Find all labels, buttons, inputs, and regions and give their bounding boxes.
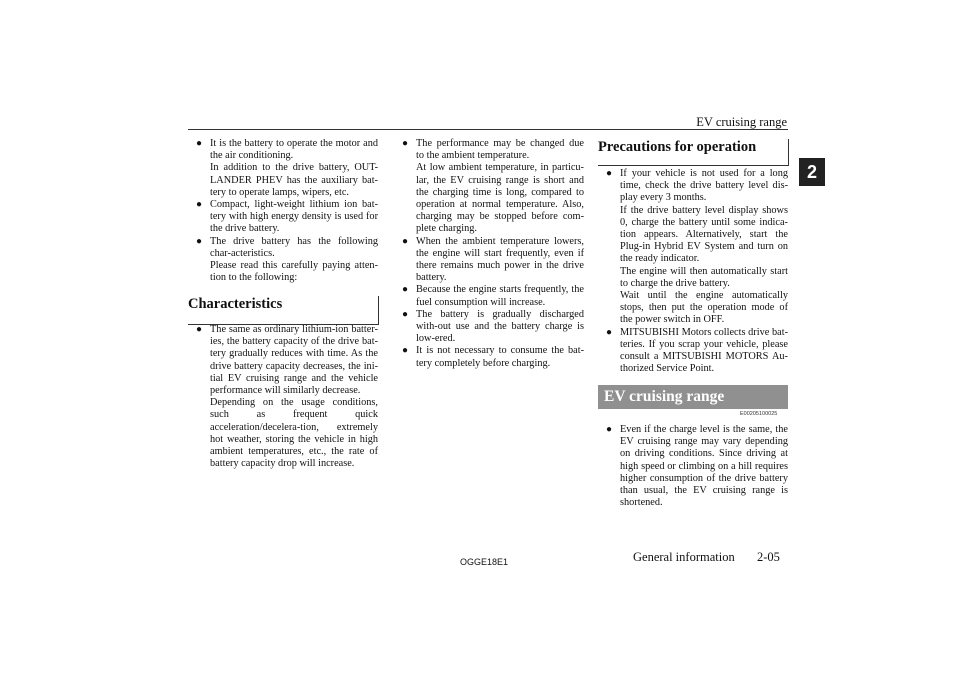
paragraph: The engine will then automatically start to charge the drive battery. [620, 265, 788, 289]
bullet-icon: ● [402, 235, 409, 247]
paragraph: Please read this carefully paying atten-tion to the following: [210, 260, 378, 284]
bullet-icon: ● [402, 308, 409, 320]
bullet-item [196, 236, 378, 285]
footer-section-name: General information [633, 550, 735, 564]
paragraph: If your vehicle is not used for a long time, check the drive battery level dis-play every 3 months. [620, 168, 788, 204]
bullet-item [196, 324, 378, 470]
column-1 [196, 138, 378, 284]
paragraph: The drive battery has the following char-acteristics. [210, 235, 378, 259]
paragraph: Compact, light-weight lithium ion bat-tery with high energy density is used for the drive battery. [210, 199, 378, 235]
document-code: OGGE18E1 [460, 557, 509, 567]
ev-cruising-range-banner: EV cruising range [598, 385, 788, 409]
bullet-icon: ● [606, 168, 613, 179]
paragraph: In addition to the drive battery, OUT-LANDER PHEV has the auxiliary bat-tery to operate lamps, wipers, etc. [210, 162, 378, 198]
reference-code: E00205100025 [740, 411, 778, 417]
column-2 [402, 138, 584, 370]
paragraph: It is the battery to operate the motor and the air conditioning. [210, 138, 378, 162]
chapter-tab: 2 [799, 158, 825, 186]
ev-section-body [606, 424, 788, 509]
bullet-icon: ● [196, 235, 203, 247]
header-rule [188, 129, 788, 130]
bullet-icon: ● [606, 424, 613, 435]
paragraph: The same as ordinary lithium-ion batter-ies, the battery capacity of the drive bat-tery gradually reduces with time. As the drive battery capacity decreases, the ini-tial EV cruising range and the vehicle performance will similarly decrease. [210, 324, 378, 397]
paragraph: Wait until the engine automatically stops, then put the operation mode of the power switch in OFF. [620, 290, 788, 326]
paragraph: MITSUBISHI Motors collects drive bat-teries. If you scrap your vehicle, please consult a MITSUBISHI MOTORS Au-thorized Service Point. [620, 326, 788, 375]
paragraph: The performance may be changed due to the ambient temperature. [416, 138, 584, 162]
bullet-item [402, 345, 584, 369]
precautions-body [606, 168, 788, 375]
paragraph: When the ambient temperature lowers, the engine will start frequently, even if there remains much power in the drive battery. [416, 235, 584, 284]
bullet-icon: ● [402, 284, 409, 296]
bullet-item [402, 309, 584, 346]
paragraph: At low ambient temperature, in particu-lar, the EV cruising range is short and the charging time is long, compared to operation at normal temperature. Also, charging may be stopped before com-plete charging. [416, 162, 584, 235]
running-head: EV cruising range [696, 115, 787, 129]
bullet-icon: ● [402, 138, 409, 149]
bullet-icon: ● [606, 326, 613, 338]
paragraph: Depending on the usage conditions, such as frequent quick acceleration/decelera-tion, extremely hot weather, storing the vehicle in high ambient temperatures, etc., the rate of battery capacity drop will increase. [210, 397, 378, 470]
bullet-item [402, 236, 584, 285]
paragraph: The battery is gradually discharged with-out use and the battery charge is low-ered. [416, 308, 584, 345]
paragraph: It is not necessary to consume the bat-tery completely before charging. [416, 345, 584, 369]
bullet-icon: ● [196, 199, 203, 211]
bullet-icon: ● [196, 138, 203, 149]
bullet-icon: ● [402, 345, 409, 357]
bullet-item [402, 284, 584, 308]
paragraph: Because the engine starts frequently, the fuel consumption will increase. [416, 284, 584, 308]
bullet-icon: ● [196, 324, 203, 335]
bullet-item [606, 168, 788, 327]
bullet-item [196, 199, 378, 236]
paragraph: Even if the charge level is the same, the EV cruising range may vary depending on driving conditions. Since driving at high speed or climbing on a hill requires higher consumption of the drive battery than usual, the EV cruising range is shortened. [620, 424, 788, 509]
bullet-item [196, 138, 378, 199]
precautions-heading: Precautions for operation [598, 139, 789, 166]
bullet-item [606, 327, 788, 376]
page-number: 2-05 [757, 550, 780, 564]
characteristics-body [196, 324, 378, 470]
bullet-item [402, 138, 584, 236]
characteristics-heading: Characteristics [188, 296, 379, 325]
bullet-item [606, 424, 788, 509]
paragraph: If the drive battery level display shows 0, charge the battery until some indica-tion appears. Alternatively, start the Plug-in Hybrid EV System and turn on the ready indicator. [620, 204, 788, 265]
